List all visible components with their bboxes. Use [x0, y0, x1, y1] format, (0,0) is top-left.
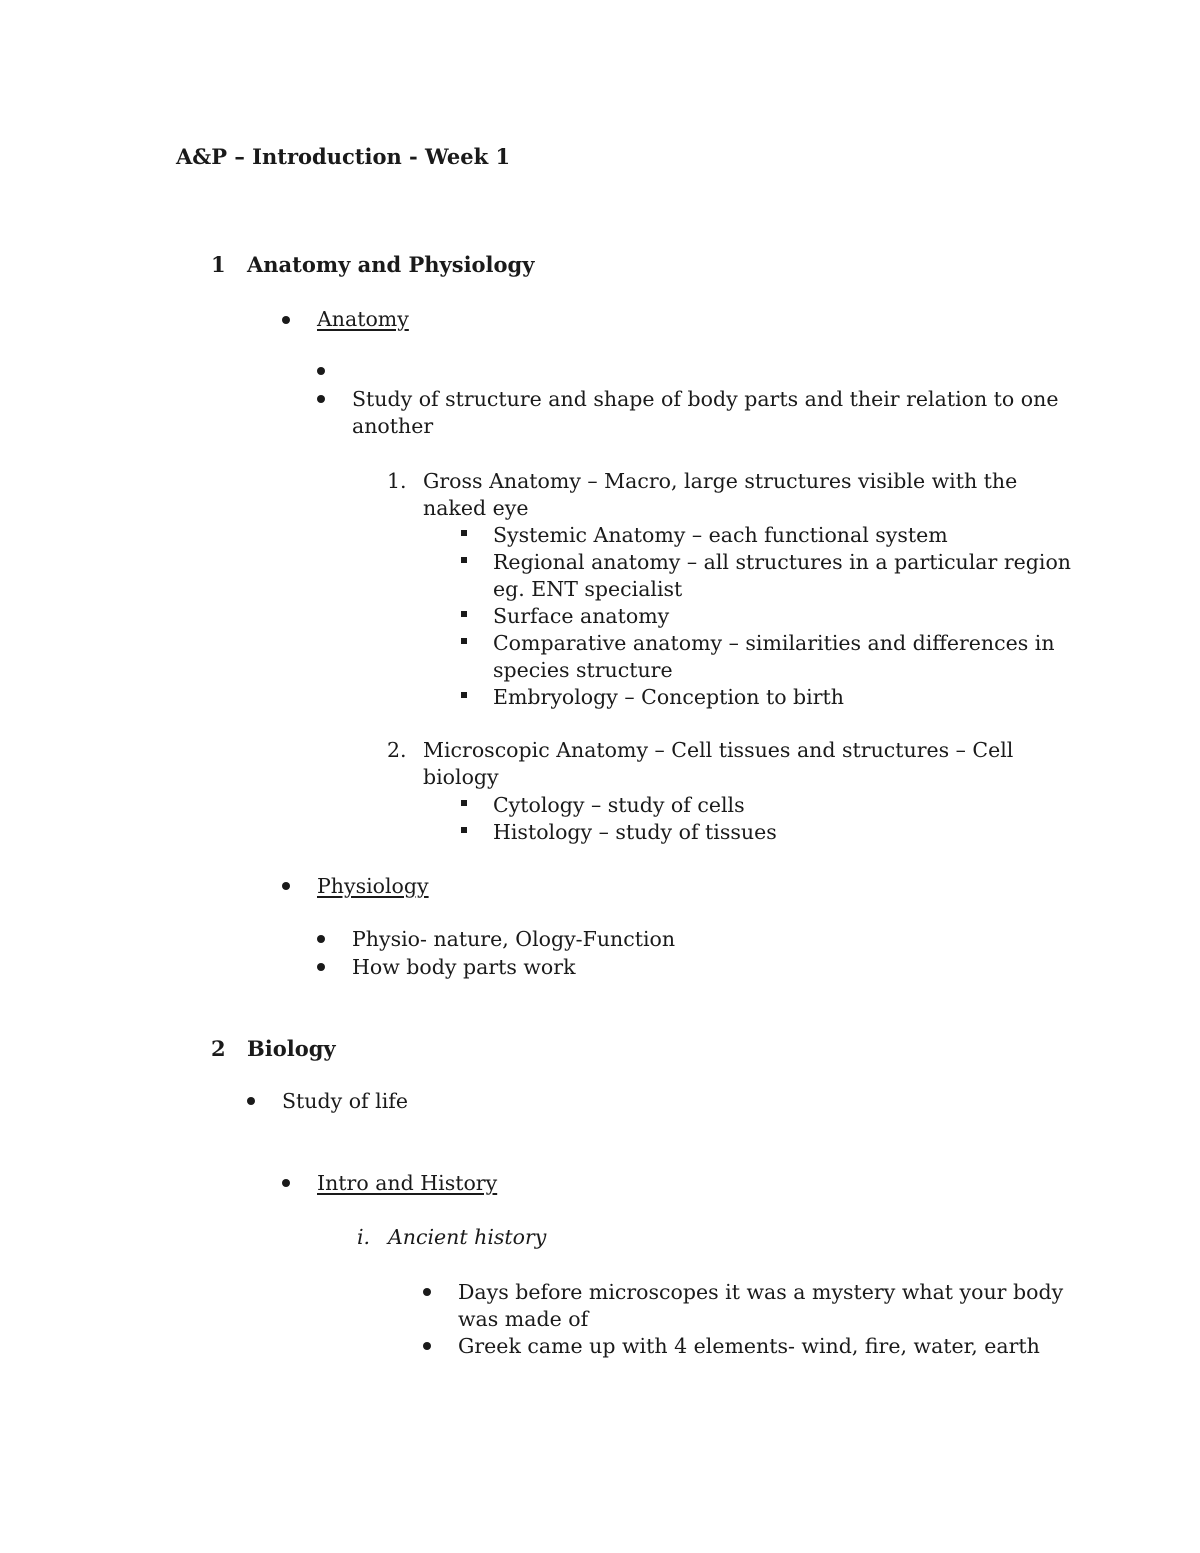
bullet-ancient-2	[423, 1342, 431, 1350]
square-bullet	[461, 800, 467, 806]
gross-item-surface: Surface anatomy	[493, 604, 670, 628]
square-bullet	[461, 827, 467, 833]
gross-anatomy-line-1: Gross Anatomy – Macro, large structures visible with the	[423, 469, 1018, 493]
gross-item-embryology: Embryology – Conception to birth	[493, 685, 844, 709]
micro-anatomy-marker: 2.	[387, 738, 407, 762]
anatomy-definition-line-1: Study of structure and shape of body parts and their relation to one	[352, 387, 1059, 411]
bullet-anatomy	[282, 316, 290, 324]
document-title: A&P – Introduction - Week 1	[176, 144, 511, 169]
micro-item-histology: Histology – study of tissues	[493, 820, 777, 844]
square-bullet	[461, 530, 467, 536]
bullet-physiology	[282, 882, 290, 890]
ancient-history-label: Ancient history	[388, 1225, 547, 1249]
physiology-bullet-1: Physio- nature, Ology-Function	[352, 927, 676, 951]
gross-item-regional-line-2: eg. ENT specialist	[493, 577, 683, 601]
anatomy-label: Anatomy	[317, 307, 409, 331]
micro-anatomy-line-1: Microscopic Anatomy – Cell tissues and structures – Cell	[423, 738, 1014, 762]
gross-anatomy-line-2: naked eye	[423, 496, 529, 520]
square-bullet	[461, 557, 467, 563]
ancient-bullet-1-line-2: was made of	[458, 1307, 589, 1331]
micro-anatomy-line-2: biology	[423, 765, 499, 789]
ancient-history-marker: i.	[357, 1225, 371, 1249]
physiology-label: Physiology	[317, 874, 429, 898]
ancient-bullet-2: Greek came up with 4 elements- wind, fire, water, earth	[458, 1334, 1040, 1358]
bullet-empty	[317, 367, 325, 375]
bullet-biology	[247, 1097, 255, 1105]
bullet-intro	[282, 1179, 290, 1187]
gross-anatomy-marker: 1.	[387, 469, 407, 493]
biology-bullet-1: Study of life	[282, 1089, 408, 1113]
bullet-anatomy-def	[317, 395, 325, 403]
square-bullet	[461, 692, 467, 698]
section-1-heading: Anatomy and Physiology	[247, 252, 535, 277]
section-2-heading: Biology	[247, 1036, 336, 1061]
bullet-physiology-1	[317, 935, 325, 943]
intro-history-label: Intro and History	[317, 1171, 498, 1195]
gross-item-systemic: Systemic Anatomy – each functional system	[493, 523, 948, 547]
micro-item-cytology: Cytology – study of cells	[493, 793, 745, 817]
gross-item-comparative-line-1: Comparative anatomy – similarities and differences in	[493, 631, 1055, 655]
bullet-physiology-2	[317, 963, 325, 971]
square-bullet	[461, 638, 467, 644]
section-2-number: 2	[211, 1036, 226, 1061]
section-1-number: 1	[211, 252, 226, 277]
gross-item-regional-line-1: Regional anatomy – all structures in a particular region	[493, 550, 1072, 574]
ancient-bullet-1-line-1: Days before microscopes it was a mystery what your body	[458, 1280, 1064, 1304]
gross-item-comparative-line-2: species structure	[493, 658, 673, 682]
bullet-ancient-1	[423, 1288, 431, 1296]
square-bullet	[461, 611, 467, 617]
anatomy-definition-line-2: another	[352, 414, 434, 438]
physiology-bullet-2: How body parts work	[352, 955, 576, 979]
